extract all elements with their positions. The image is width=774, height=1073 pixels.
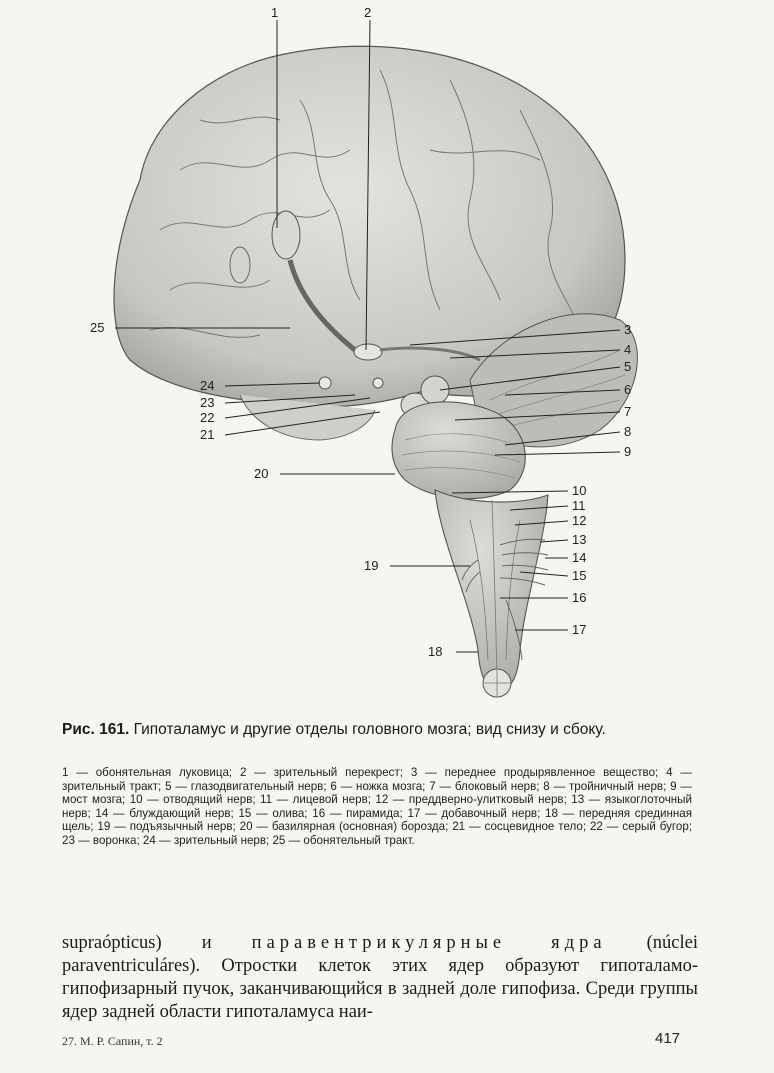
label-17: 17 <box>572 622 587 637</box>
optic-chiasm <box>354 344 382 360</box>
label-9: 9 <box>624 444 632 459</box>
label-16: 16 <box>572 590 587 605</box>
label-3: 3 <box>624 322 632 337</box>
medulla-oblongata <box>435 490 548 690</box>
label-1: 1 <box>271 5 279 20</box>
label-25: 25 <box>90 320 105 335</box>
body-spaced-term: паравентрикулярные ядра <box>251 933 607 953</box>
label-2: 2 <box>364 5 372 20</box>
body-part-1: supraópticus) и <box>62 933 252 953</box>
label-12: 12 <box>572 513 587 528</box>
label-14: 14 <box>572 550 587 565</box>
page-number: 417 <box>655 1030 681 1047</box>
label-7: 7 <box>624 404 632 419</box>
figure-number: Рис. 161. <box>62 721 130 738</box>
label-24: 24 <box>200 378 215 393</box>
label-23: 23 <box>200 395 215 410</box>
label-10: 10 <box>572 483 587 498</box>
label-20: 20 <box>254 466 269 481</box>
body-paragraph <box>62 932 698 1024</box>
body-part-2: (núclei paraventriculáres). Отростки клеток этих ядер образуют гипоталамо-гипофизарный пучок, заканчивающийся в задней доле гипофиза. Среди группы ядер задней области гипоталамуса наи- <box>62 933 698 1022</box>
label-11: 11 <box>572 498 586 513</box>
olfactory-bulb <box>272 211 300 259</box>
figure-legend: 1 — обонятельная луковица; 2 — зрительный перекрест; 3 — переднее продырявленное вещество; 4 — зрительный тракт; 5 — глазодвигательный нерв; 6 — ножка мозга; 7 — блоковый нерв; 8 — тройничный нерв; 9 — мост мозга; 10 — отводящий нерв; 11 — лицевой нерв; 12 — преддверно-улитковый нерв; 13 — языкоглоточный нерв; 14 — блуждающий нерв; 15 — олива; 16 — пирамида; 17 — добавочный нерв; 18 — передняя срединная щель; 19 — подъязычный нерв; 20 — базилярная (основная) борозда; 21 — сосцевидное тело; 22 — серый бугор; 23 — воронка; 24 — зрительный нерв; 25 — обонятельный тракт. <box>62 766 692 847</box>
label-18: 18 <box>428 644 443 659</box>
footer-signature: 27. М. Р. Сапин, т. 2 <box>62 1034 163 1048</box>
label-4: 4 <box>624 342 632 357</box>
label-8: 8 <box>624 424 632 439</box>
label-21: 21 <box>200 427 215 442</box>
label-13: 13 <box>572 532 587 547</box>
figure-caption <box>62 720 702 739</box>
caption-text: Гипоталамус и другие отделы головного мозга; вид снизу и сбоку. <box>129 721 606 738</box>
label-22: 22 <box>200 410 215 425</box>
label-6: 6 <box>624 382 632 397</box>
label-5: 5 <box>624 359 632 374</box>
label-19: 19 <box>364 558 379 573</box>
label-15: 15 <box>572 568 587 583</box>
